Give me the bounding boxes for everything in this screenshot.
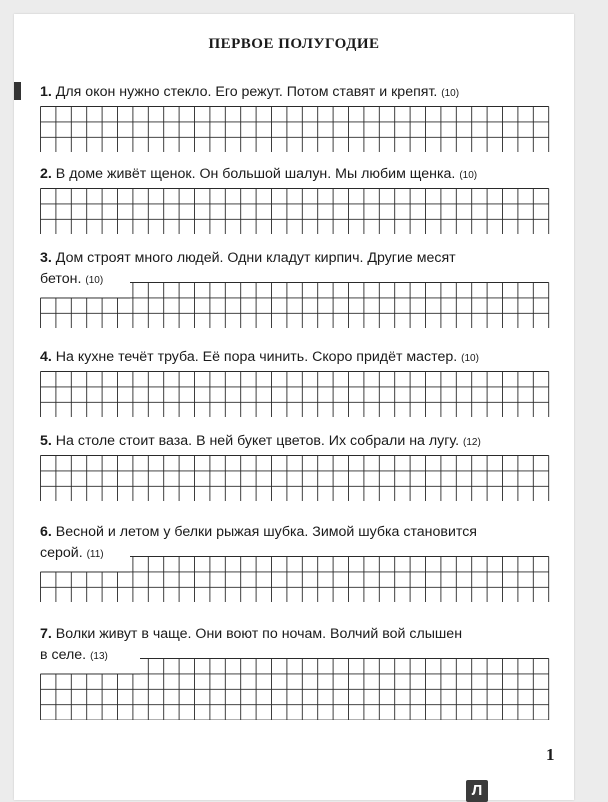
task-number: 2.	[40, 166, 52, 182]
task-4	[40, 347, 568, 369]
answer-grid[interactable]	[40, 188, 564, 234]
task-3	[40, 248, 568, 291]
task-number: 7.	[40, 626, 52, 642]
task-points: (12)	[462, 437, 481, 448]
task-sentence: Волки живут в чаще. Они воют по ночам. Волчий вой слышен	[55, 626, 463, 642]
task-points: (10)	[461, 353, 479, 364]
task-number: 4.	[40, 349, 52, 365]
task-sentence-continued: бетон.	[40, 271, 82, 287]
task-7	[40, 624, 568, 667]
task-3-text	[40, 248, 568, 269]
task-sentence-continued: серой.	[40, 545, 83, 561]
margin-mark	[14, 82, 21, 100]
task-4-text	[40, 347, 568, 369]
page-number: 1	[546, 745, 555, 764]
task-1-text	[40, 82, 568, 104]
task-sentence: В доме живёт щенок. Он большой шалун. Мы любим щенка.	[55, 166, 456, 182]
answer-grid[interactable]	[40, 658, 564, 720]
task-6-text	[40, 522, 568, 543]
task-5-text	[40, 431, 568, 453]
task-number: 3.	[40, 250, 52, 266]
task-7-text	[40, 624, 568, 645]
answer-grid[interactable]	[40, 455, 564, 501]
task-5	[40, 431, 568, 453]
task-2-text	[40, 164, 568, 186]
task-sentence: На кухне течёт труба. Её пора чинить. Скоро придёт мастер.	[55, 349, 458, 365]
task-6	[40, 522, 568, 565]
task-sentence: Весной и летом у белки рыжая шубка. Зимой шубка становится	[55, 524, 477, 540]
answer-grid[interactable]	[40, 106, 564, 152]
task-sentence-continued: в селе.	[40, 647, 87, 663]
publisher-logo: Л	[466, 780, 488, 802]
answer-grid[interactable]	[40, 371, 564, 417]
task-sentence: Дом строят много людей. Одни кладут кирпич. Другие месят	[55, 250, 456, 266]
task-points: (13)	[90, 651, 108, 662]
answer-grid[interactable]	[40, 556, 564, 602]
page-title: ПЕРВОЕ ПОЛУГОДИЕ	[208, 36, 380, 52]
task-points: (11)	[86, 549, 104, 560]
task-sentence: Для окон нужно стекло. Его режут. Потом ставят и крепят.	[55, 84, 438, 100]
task-points: (10)	[85, 275, 104, 286]
answer-grid[interactable]	[40, 282, 564, 328]
task-number: 1.	[40, 84, 52, 100]
task-sentence: На столе стоит ваза. В ней букет цветов. Их собрали на лугу.	[55, 433, 460, 449]
task-1	[40, 82, 568, 104]
task-number: 6.	[40, 524, 52, 540]
task-number: 5.	[40, 433, 52, 449]
task-points: (10)	[459, 170, 478, 181]
task-points: (10)	[441, 88, 460, 99]
task-2	[40, 164, 568, 186]
workbook-page	[14, 14, 574, 800]
